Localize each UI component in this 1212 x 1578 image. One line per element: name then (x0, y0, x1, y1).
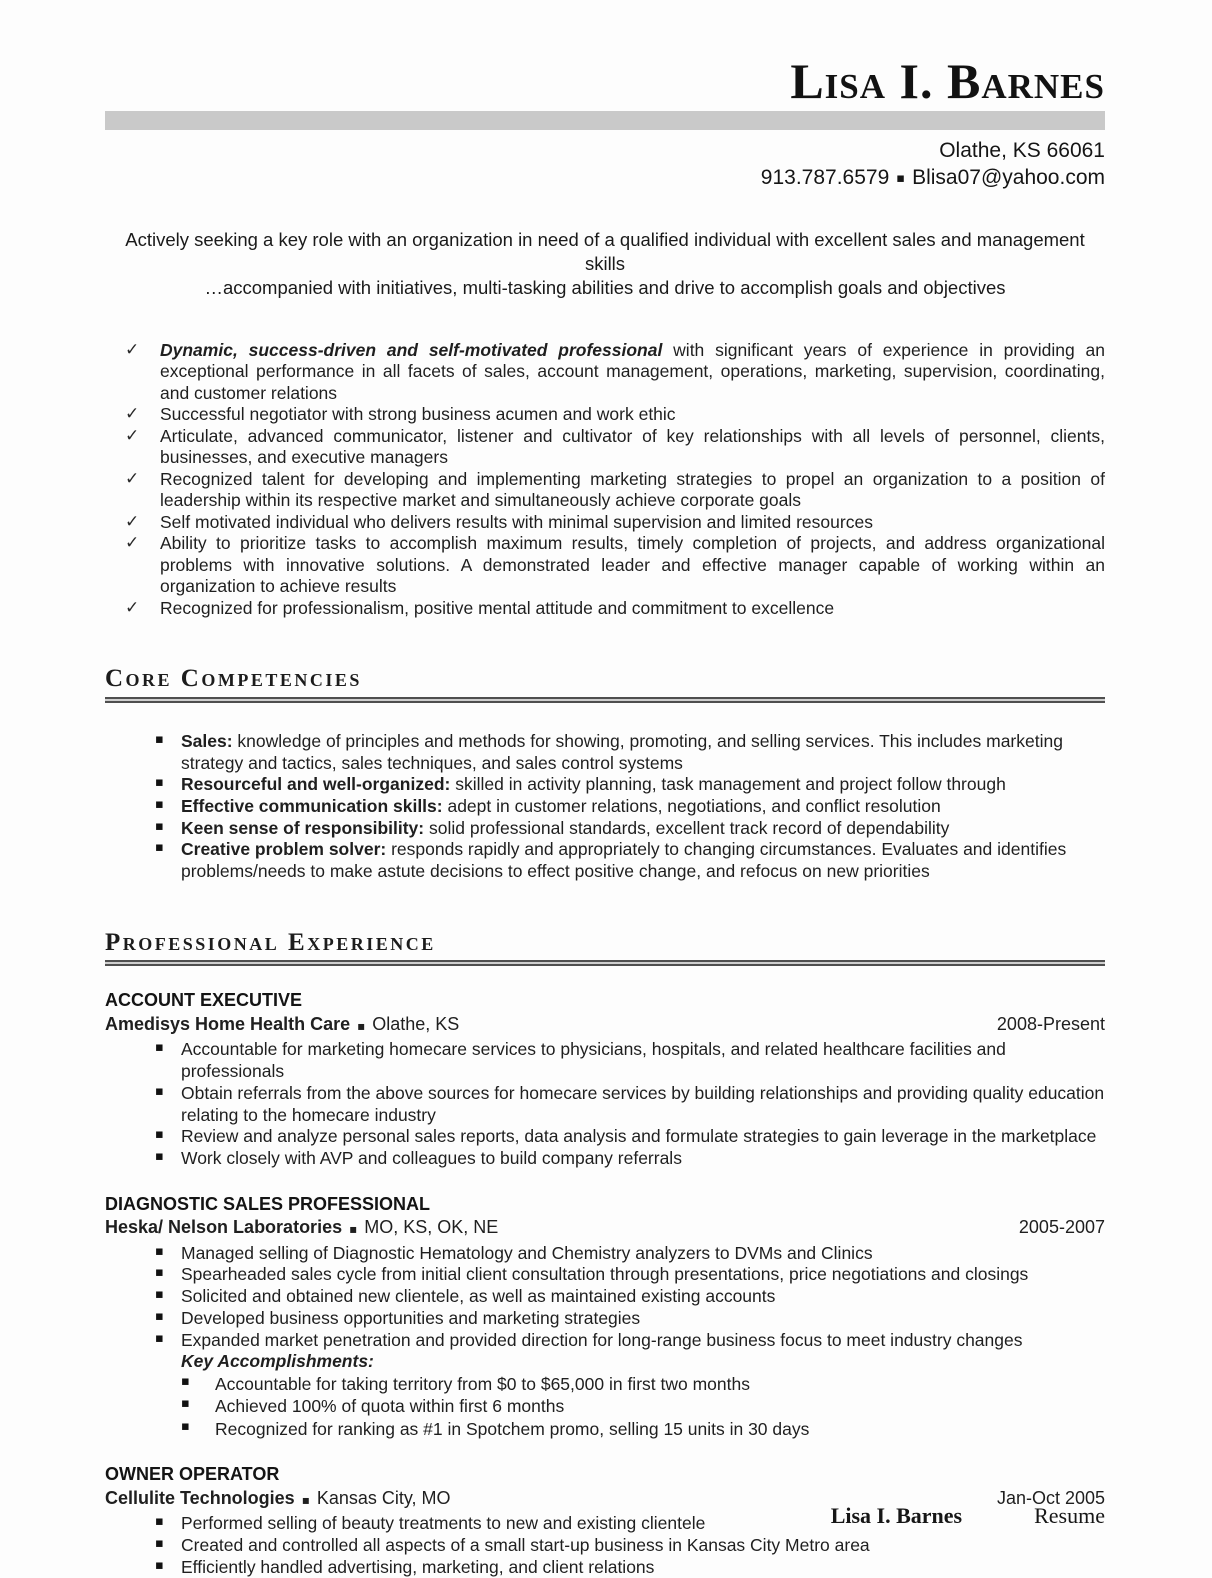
competency-item (105, 818, 1105, 840)
section-core-competencies (105, 665, 1105, 882)
section-rule (105, 960, 1105, 966)
square-bullet-icon: ▪ (155, 797, 164, 812)
section-rule (105, 697, 1105, 703)
job-bullet-text: Expanded market penetration and provided direction for long-range business focus to meet industry changes (181, 1329, 1023, 1350)
job-bullet-text: Review and analyze personal sales reports, data analysis and formulate strategies to gain leverage in the marketplace (181, 1126, 1097, 1147)
competencies-list (105, 731, 1105, 883)
job-dates: 2005-2007 (1018, 1217, 1105, 1238)
check-icon: ✓ (125, 597, 140, 618)
square-bullet-icon: ▪ (181, 1418, 190, 1434)
check-icon: ✓ (125, 339, 140, 360)
square-bullet-icon: ▪ (155, 731, 164, 747)
competency-item (105, 839, 1105, 882)
competency-lead: Sales: (181, 730, 233, 751)
summary-item-text: Articulate, advanced communicator, listener and cultivator of key relationships with all levels of personnel, clients, businesses, and executive managers (160, 425, 1105, 468)
key-accomplishment (105, 1395, 1105, 1417)
job-location: Olathe, KS (372, 1013, 460, 1034)
job-bullet (105, 1243, 1105, 1265)
competency-item (105, 774, 1105, 796)
job-bullet-text: Created and controlled all aspects of a small start-up business in Kansas City Metro area (181, 1534, 870, 1555)
job-bullet (105, 1264, 1105, 1286)
job-company: Cellulite Technologies (105, 1487, 295, 1508)
summary-item-lead: Dynamic, success-driven and self-motivated professional (160, 339, 663, 360)
objective-statement (105, 228, 1105, 300)
job-bullet-list (105, 1243, 1105, 1351)
competency-lead: Resourceful and well-organized: (181, 774, 451, 795)
check-icon: ✓ (125, 533, 140, 554)
job-bullet (105, 1535, 1105, 1557)
square-bullet-icon: ▪ (155, 1308, 164, 1324)
square-bullet-icon: ▪ (155, 1265, 164, 1281)
person-name: Lisa I. Barnes (790, 53, 1105, 109)
key-accomplishment-text: Recognized for ranking as #1 in Spotchem promo, selling 15 units in 30 days (215, 1418, 810, 1439)
square-separator-icon: ▪ (896, 171, 906, 187)
summary-item-text: Successful negotiator with strong business acumen and work ethic (160, 404, 676, 425)
contact-phone: 913.787.6579 (760, 166, 890, 190)
job-bullet (105, 1148, 1105, 1170)
check-icon: ✓ (125, 404, 140, 425)
summary-item-text: Recognized for professionalism, positive mental attitude and commitment to excellence (160, 597, 835, 618)
footer-label: Resume (1034, 1503, 1105, 1528)
job-bullet-list (105, 1039, 1105, 1169)
key-accomplishment (105, 1418, 1105, 1440)
job-company-location (105, 1014, 459, 1036)
check-icon: ✓ (125, 468, 140, 489)
job-bullet (105, 1330, 1105, 1352)
square-bullet-icon: ▪ (155, 818, 164, 834)
square-bullet-icon: ▪ (155, 1127, 164, 1143)
check-icon: ✓ (125, 511, 140, 532)
competency-text: solid professional standards, excellent track record of dependability (424, 817, 950, 838)
competency-text: adept in customer relations, negotiations, and conflict resolution (442, 796, 941, 816)
key-accomplishments-label: Key Accomplishments: (181, 1351, 374, 1372)
square-bullet-icon: ▪ (155, 1083, 164, 1099)
key-accomplishment-text: Achieved 100% of quota within first 6 months (215, 1396, 565, 1417)
contact-city: Olathe, KS 66061 (939, 139, 1105, 162)
job-dates: Jan-Oct 2005 (996, 1487, 1105, 1508)
job-company-line (105, 1217, 1105, 1239)
footer-name: Lisa I. Barnes (830, 1503, 963, 1528)
square-bullet-icon: ▪ (155, 1148, 164, 1164)
job-bullet-text: Managed selling of Diagnostic Hematology and Chemistry analyzers to DVMs and Clinics (181, 1242, 873, 1263)
job-bullet-text: Accountable for marketing homecare services to physicians, hospitals, and related healthcare facilities and professionals (181, 1039, 1006, 1082)
job-dates: 2008-Present (996, 1013, 1105, 1034)
competency-lead: Creative problem solver: (181, 839, 387, 860)
summary-item (105, 340, 1105, 405)
square-bullet-icon: ▪ (155, 1514, 164, 1530)
job-bullet (105, 1126, 1105, 1148)
section-title: Professional Experience (105, 928, 436, 956)
job-title: ACCOUNT EXECUTIVE (105, 990, 303, 1011)
job-bullet (105, 1308, 1105, 1330)
summary-item-text: Recognized talent for developing and implementing marketing strategies to propel an organization to a position of leadership within its respective market and simultaneously achieve corporate goals (160, 468, 1105, 511)
job-bullet (105, 1083, 1105, 1126)
summary-item (105, 426, 1105, 469)
summary-item-text: Ability to prioritize tasks to accomplish maximum results, timely completion of projects, and address organizational problems with innovative solutions. A demonstrated leader and effective manager capable of working within an organization to achieve results (160, 533, 1105, 597)
square-bullet-icon: ▪ (155, 840, 164, 856)
square-bullet-icon: ▪ (155, 1535, 164, 1551)
job-bullet-text: Spearheaded sales cycle from initial client consultation through presentations, price negotiations and closings (181, 1264, 1029, 1285)
job-company-location (105, 1488, 451, 1510)
job-location: MO, KS, OK, NE (364, 1217, 499, 1238)
competency-text: responds rapidly and appropriately to changing circumstances. Evaluates and identifies problems/needs to make astute decisions to effect positive change, and refocus on new priorities (181, 839, 1067, 882)
key-accomplishments-list (105, 1373, 1105, 1440)
job-location: Kansas City, MO (316, 1487, 451, 1508)
key-accomplishment-text: Accountable for taking territory from $0 to $65,000 in first two months (215, 1373, 750, 1394)
summary-item (105, 598, 1105, 620)
contact-line (105, 164, 1105, 191)
job-bullet-text: Efficiently handled advertising, marketing, and client relations (181, 1556, 655, 1577)
key-accomplishment (105, 1373, 1105, 1395)
competency-item (105, 796, 1105, 818)
job-bullet-text: Developed business opportunities and marketing strategies (181, 1307, 641, 1328)
square-bullet-icon: ▪ (181, 1396, 190, 1412)
square-bullet-icon: ▪ (155, 1330, 164, 1346)
job-title: DIAGNOSTIC SALES PROFESSIONAL (105, 1193, 431, 1214)
objective-line2: …accompanied with initiatives, multi-tasking abilities and drive to accomplish goals and objectives (204, 276, 1006, 298)
square-bullet-icon: ▪ (181, 1373, 190, 1389)
square-bullet-icon: ▪ (155, 1243, 164, 1259)
competency-text: skilled in activity planning, task management and project follow through (450, 774, 1006, 795)
competency-text: knowledge of principles and methods for showing, promoting, and selling services. This includes marketing strategy and tactics, sales techniques, and sales control systems (181, 730, 1063, 773)
job-diagnostic-sales-professional (105, 1194, 1105, 1440)
job-bullet (105, 1557, 1105, 1578)
square-bullet-icon: ▪ (155, 775, 164, 791)
job-account-executive (105, 990, 1105, 1169)
summary-item (105, 404, 1105, 426)
competency-lead: Effective communication skills: (181, 796, 443, 816)
square-separator-icon: ▪ (301, 1492, 310, 1507)
contact-block (105, 137, 1105, 192)
job-company: Amedisys Home Health Care (105, 1013, 351, 1034)
job-company-line (105, 1014, 1105, 1036)
job-company-location (105, 1217, 498, 1239)
competency-item (105, 731, 1105, 774)
objective-line1: Actively seeking a key role with an organization in need of a qualified individual with excellent sales and management skills (125, 228, 1085, 274)
square-bullet-icon: ▪ (155, 1287, 164, 1303)
square-separator-icon: ▪ (349, 1222, 358, 1237)
summary-item-text: Self motivated individual who delivers results with minimal supervision and limited resources (160, 511, 873, 532)
summary-item (105, 469, 1105, 512)
summary-item (105, 512, 1105, 534)
header-divider-bar (105, 111, 1105, 130)
summary-list (105, 340, 1105, 620)
page-footer (831, 1503, 1105, 1529)
job-title: OWNER OPERATOR (105, 1464, 280, 1485)
summary-item-text: with significant years of experience in providing an exceptional performance in all facets of sales, account management, operations, marketing, supervision, coordinating, and customer relations (160, 339, 1105, 403)
check-icon: ✓ (125, 425, 140, 446)
job-bullet-text: Work closely with AVP and colleagues to build company referrals (181, 1147, 682, 1168)
square-bullet-icon: ▪ (155, 1040, 164, 1056)
job-bullet (105, 1286, 1105, 1308)
job-bullet-text: Performed selling of beauty treatments to new and existing clientele (181, 1513, 706, 1534)
competency-lead: Keen sense of responsibility: (181, 817, 425, 838)
job-company: Heska/ Nelson Laboratories (105, 1217, 343, 1238)
contact-email: Blisa07@yahoo.com (912, 166, 1105, 190)
square-separator-icon: ▪ (357, 1018, 366, 1033)
section-professional-experience (105, 929, 1105, 1578)
job-bullet-text: Solicited and obtained new clientele, as well as maintained existing accounts (181, 1286, 776, 1307)
job-bullet (105, 1039, 1105, 1082)
square-bullet-icon: ▪ (155, 1557, 164, 1573)
job-bullet-text: Obtain referrals from the above sources for homecare services by building relationships and providing quality education relating to the homecare industry (181, 1082, 1105, 1125)
summary-item (105, 533, 1105, 598)
section-title: Core Competencies (105, 665, 362, 693)
